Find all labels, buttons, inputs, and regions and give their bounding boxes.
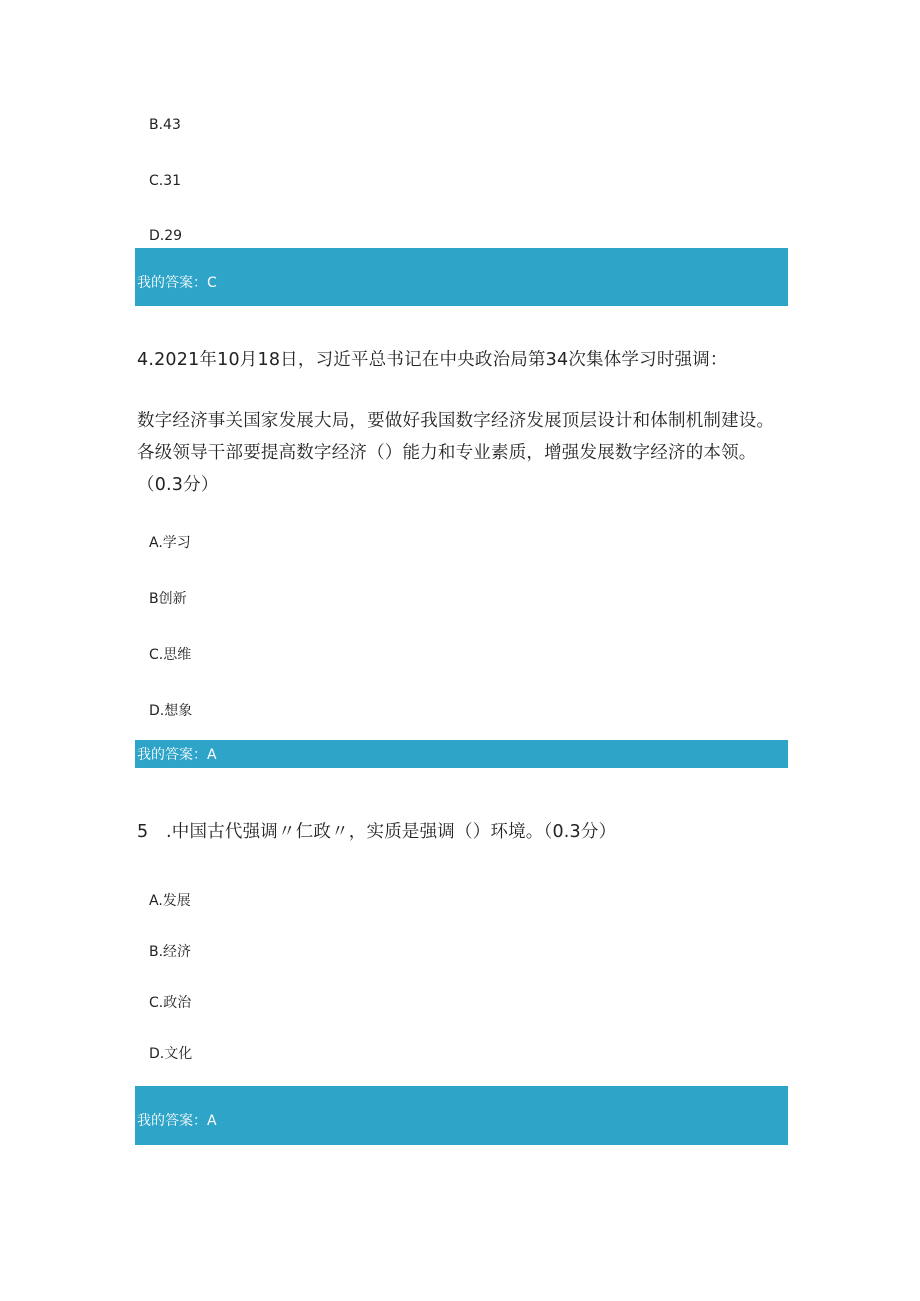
answer-text: 我的答案：A xyxy=(137,1113,217,1129)
answer-bar xyxy=(135,740,788,768)
option-a[interactable]: A.学习 xyxy=(149,535,191,551)
option-d[interactable]: D.文化 xyxy=(149,1046,193,1062)
option-c[interactable]: C.31 xyxy=(149,173,182,189)
question-4-body-line2: 各级领导干部要提高数字经济（）能力和专业素质，增强发展数字经济的本领。 xyxy=(137,443,757,463)
option-c[interactable]: C.政治 xyxy=(149,995,192,1011)
question-4-body-line1: 数字经济事关国家发展大局，要做好我国数字经济发展顶层设计和体制机制建设。 xyxy=(137,411,775,431)
option-b[interactable]: B.43 xyxy=(149,117,181,133)
option-d[interactable]: D.29 xyxy=(149,228,183,244)
option-b[interactable]: B.经济 xyxy=(149,944,192,960)
option-b[interactable]: B创新 xyxy=(149,591,187,607)
answer-text: 我的答案：A xyxy=(137,747,217,763)
answer-bar xyxy=(135,1086,788,1145)
question-5-title: 5 .中国古代强调〃仁政〃，实质是强调（）环境。（0.3分） xyxy=(137,822,617,842)
option-c[interactable]: C.思维 xyxy=(149,647,192,663)
option-a[interactable]: A.发展 xyxy=(149,893,191,909)
option-d[interactable]: D.想象 xyxy=(149,703,193,719)
question-4-title: 4.2021年10月18日，习近平总书记在中央政治局第34次集体学习时强调： xyxy=(137,350,728,370)
answer-bar xyxy=(135,248,788,306)
answer-text: 我的答案：C xyxy=(137,275,217,291)
question-4-score: （0.3分） xyxy=(137,475,219,495)
